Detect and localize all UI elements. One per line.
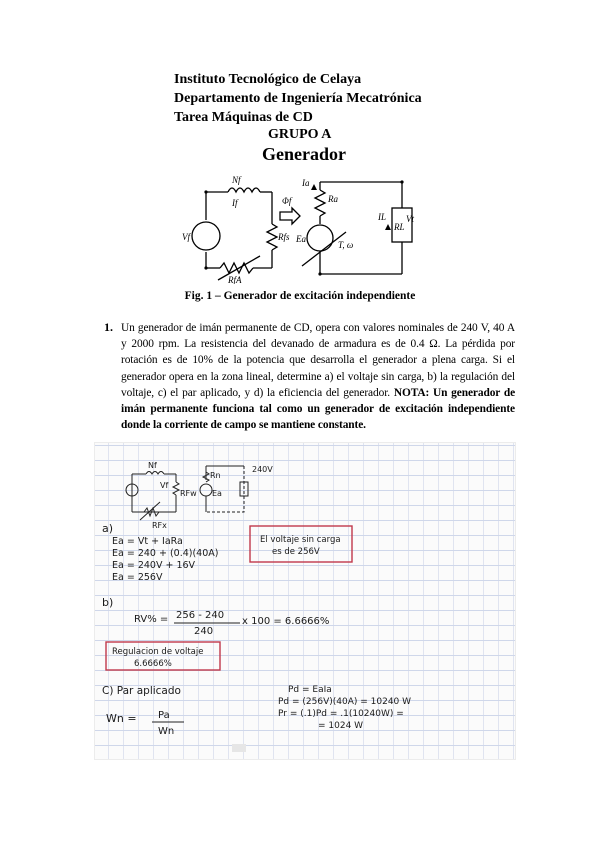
hw-part-a-label: a) (102, 522, 114, 535)
hw-b-formula-left: RV% = (134, 614, 169, 625)
label-phi: Φf (282, 196, 292, 206)
hw-c-right-line-4: = 1024 W (318, 721, 364, 731)
hw-label-load: 240V (252, 465, 273, 474)
hw-label-ea: Ea (212, 489, 222, 498)
hw-label-nf: Nf (148, 461, 157, 470)
hw-a-line-1: Ea = Vt + IaRa (112, 536, 183, 547)
hw-c-formula-left: Wn = (106, 712, 137, 725)
label-il: IL (378, 212, 387, 222)
assignment-title: Tarea Máquinas de CD (174, 110, 313, 125)
hw-c-right-line-3: Pr = (.1)Pd = .1(10240W) = (278, 709, 404, 719)
label-vt: Vt (406, 214, 414, 224)
hw-c-denominator: Wn (158, 726, 175, 737)
hw-label-rn: Rn (210, 471, 221, 480)
label-ea: Ea (296, 234, 306, 244)
label-tw: T, ω (338, 240, 354, 250)
department-name: Departamento de Ingeniería Mecatrónica (174, 91, 422, 106)
hw-a-line-4: Ea = 256V (112, 572, 163, 583)
problem-text: Un generador de imán permanente de CD, opera con valores nominales de 240 V, 40 A y 2000 rpm. La resistencia del devanado de armadura es de 0.4 Ω. La pérdida por rotación es de 10% de la potencia que desarrolla el generador a plena carga. Si el generador opera en la zona lineal, determine a) el voltaje sin carga, b) la regulación del voltaje, c) el par aplicado, y d) la eficiencia del generador. (121, 322, 515, 399)
label-ia: Ia (302, 178, 310, 188)
problem-number: 1. (104, 320, 113, 334)
label-vf: Vf (182, 232, 190, 242)
hw-a-box-line-2: es de 256V (272, 547, 320, 557)
hw-label-rfw: RFw (180, 489, 197, 498)
institute-name: Instituto Tecnológico de Celaya (174, 72, 362, 87)
handwritten-solution (94, 442, 516, 760)
label-rl: RL (394, 222, 405, 232)
hw-label-vf: Vf (160, 481, 169, 490)
hw-c-numerator: Pa (158, 710, 170, 721)
note-text: Un generador de imán permanente funciona tal como un generador de excitación independiente donde la corriente de campo se mantiene constante. (121, 386, 516, 432)
hw-b-denominator: 240 (194, 626, 214, 637)
hw-c-right-line-2: Pd = (256V)(40A) = 10240 W (278, 697, 412, 707)
hw-b-numerator: 256 - 240 (176, 610, 225, 621)
label-if: If (232, 198, 238, 208)
figure-caption: Fig. 1 – Generador de excitación independiente (184, 290, 416, 302)
notebook-footer-mark (232, 744, 246, 752)
hw-b-box-line-1: Regulacion de voltaje (112, 647, 204, 657)
hw-a-line-2: Ea = 240 + (0.4)(40A) (112, 548, 219, 559)
generator-circuit-diagram (180, 172, 416, 284)
note-label: NOTA: (393, 386, 430, 399)
hw-b-formula-right: x 100 = 6.6666% (242, 616, 330, 627)
hw-part-b-label: b) (102, 596, 114, 609)
group-label: GRUPO A (268, 127, 332, 142)
hw-a-box-line-1: El voltaje sin carga (260, 535, 341, 545)
label-rfl: RfA (228, 275, 242, 284)
label-ra: Ra (328, 194, 338, 204)
hw-label-rfx: RFx (152, 521, 167, 530)
hw-part-c-label: C) Par aplicado (102, 685, 181, 697)
problem-statement (121, 320, 515, 433)
label-rfs: Rfs (278, 232, 290, 242)
label-nf: Nf (232, 175, 241, 185)
hw-c-right-line-1: Pd = EaIa (288, 685, 332, 695)
hw-a-line-3: Ea = 240V + 16V (112, 560, 196, 571)
hw-b-box-line-2: 6.6666% (134, 659, 172, 669)
subject-title: Generador (262, 144, 346, 164)
